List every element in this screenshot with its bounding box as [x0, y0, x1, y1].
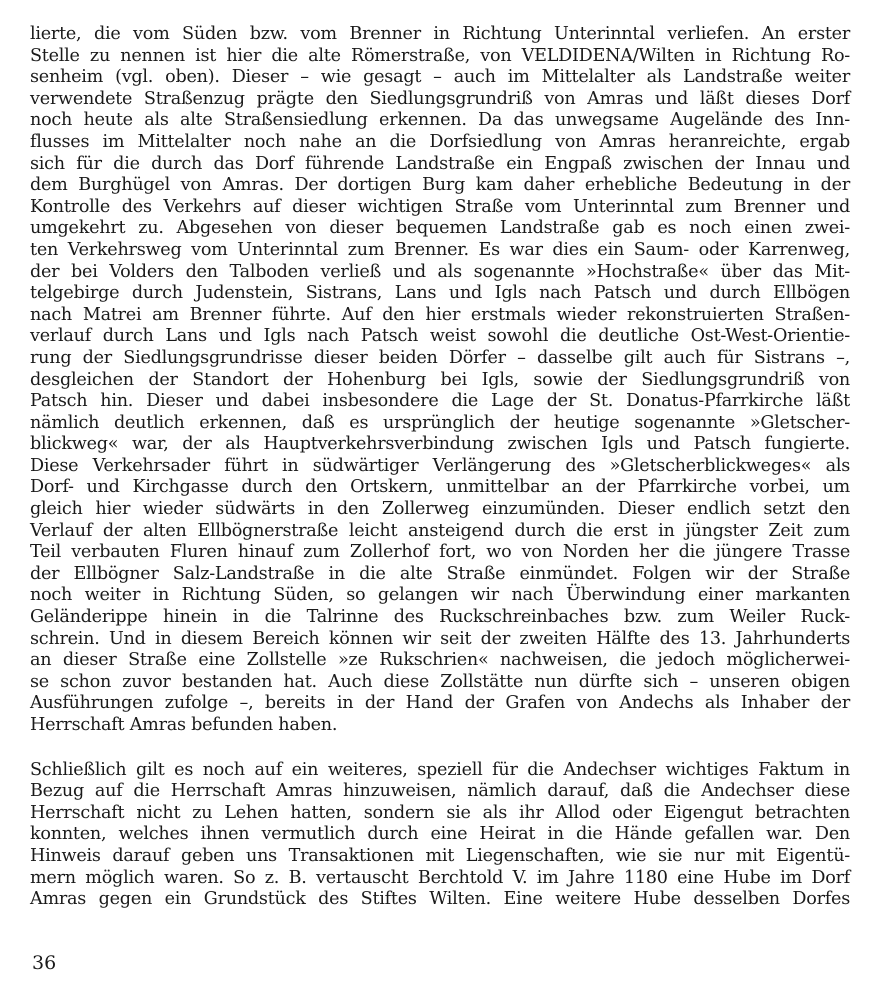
text-line: Herrschaft Amras befunden haben. [30, 715, 338, 735]
text-line: noch weiter in Richtung Süden, so gelangen wir nach Überwindung einer markanten [30, 585, 850, 606]
text-line: noch heute als alte Straßensiedlung erkennen. Da das unwegsame Augelände des Inn- [30, 110, 850, 131]
text-line: blickweg« war, der als Hauptverkehrsverbindung zwischen Igls und Patsch fungierte. [30, 434, 850, 455]
text-line: sich für die durch das Dorf führende Landstraße ein Engpaß zwischen der Innau und [30, 153, 850, 174]
text-line: gleich hier wieder südwärts in den Zollerweg einzumünden. Dieser endlich setzt den [30, 499, 850, 520]
text-line: senheim (vgl. oben). Dieser – wie gesagt – auch im Mittelalter als Landstraße weiter [30, 67, 850, 88]
text-line: Hinweis darauf geben uns Transaktionen mit Liegenschaften, wie sie nur mit Eigentü- [30, 845, 850, 866]
text-line: Stelle zu nennen ist hier die alte Römerstraße, von VELDIDENA/Wilten in Richtung Ro- [30, 45, 850, 66]
text-line: mern möglich waren. So z. B. vertauscht Berchtold V. im Jahre 1180 eine Hube im Dorf [30, 867, 850, 888]
paragraph-1 [30, 24, 850, 737]
text-line: Patsch hin. Dieser und dabei insbesondere die Lage der St. Donatus-Pfarrkirche läßt [30, 391, 850, 412]
text-line: Kontrolle des Verkehrs auf dieser wichtigen Straße vom Unterinntal zum Brenner und [30, 196, 850, 217]
text-line: ten Verkehrsweg vom Unterinntal zum Brenner. Es war dies ein Saum- oder Karrenweg, [30, 239, 850, 260]
text-line: Verlauf der alten Ellbögnerstraße leicht ansteigend durch die erst in jüngster Zeit zum [30, 520, 850, 541]
text-line: rung der Siedlungsgrundrisse dieser beiden Dörfer – dasselbe gilt auch für Sistrans –, [30, 347, 850, 368]
text-line: Teil verbauten Fluren hinauf zum Zollerhof fort, wo von Norden her die jüngere Trasse [30, 542, 850, 563]
text-line: Amras gegen ein Grundstück des Stiftes Wilten. Eine weitere Hube desselben Dorfes [30, 889, 850, 910]
text-line: der bei Volders den Talboden verließ und als sogenannte »Hochstraße« über das Mit- [30, 261, 850, 282]
text-line: umgekehrt zu. Abgesehen von dieser bequemen Landstraße gab es noch einen zwei- [30, 218, 850, 239]
text-line: Diese Verkehrsader führt in südwärtiger Verlängerung des »Gletscherblickweges« als [30, 455, 850, 476]
text-line: Bezug auf die Herrschaft Amras hinzuweisen, nämlich darauf, daß die Andechser diese [30, 781, 850, 802]
text-line: nach Matrei am Brenner führte. Auf den hier erstmals wieder rekonstruierten Straßen- [30, 304, 850, 325]
text-line: konnten, welches ihnen vermutlich durch eine Heirat in die Hände gefallen war. Den [30, 824, 850, 845]
text-line: desgleichen der Standort der Hohenburg bei Igls, sowie der Siedlungsgrundriß von [30, 369, 850, 390]
text-line: Schließlich gilt es noch auf ein weiteres, speziell für die Andechser wichtiges Faktum in [30, 759, 850, 780]
page-body [30, 24, 850, 911]
text-line: an dieser Straße eine Zollstelle »ze Rukschrien« nachweisen, die jedoch möglicherwei- [30, 650, 850, 671]
text-line: schrein. Und in diesem Bereich können wir seit der zweiten Hälfte des 13. Jahrhunderts [30, 628, 850, 649]
text-line: verlauf durch Lans und Igls nach Patsch weist sowohl die deutliche Ost-West-Orientie- [30, 326, 850, 347]
text-line: Ausführungen zufolge –, bereits in der Hand der Grafen von Andechs als Inhaber der [30, 693, 850, 714]
text-line: dem Burghügel von Amras. Der dortigen Burg kam daher erhebliche Bedeutung in der [30, 175, 850, 196]
page-number: 36 [32, 952, 57, 974]
text-line: se schon zuvor bestanden hat. Auch diese Zollstätte nun dürfte sich – unseren obigen [30, 671, 850, 692]
paragraph-2 [30, 760, 850, 911]
text-line: Dorf- und Kirchgasse durch den Ortskern, unmittelbar an der Pfarrkirche vorbei, um [30, 477, 850, 498]
text-line: nämlich deutlich erkennen, daß es ursprünglich der heutige sogenannte »Gletscher- [30, 412, 850, 433]
text-line: lierte, die vom Süden bzw. vom Brenner in Richtung Unterinntal verliefen. An erster [30, 24, 850, 44]
paragraph-spacer [30, 737, 850, 760]
text-line: flusses im Mittelalter noch nahe an die Dorfsiedlung von Amras heranreichte, ergab [30, 131, 850, 152]
text-line: Herrschaft nicht zu Lehen hatten, sondern sie als ihr Allod oder Eigengut betrachten [30, 802, 850, 823]
text-line: telgebirge durch Judenstein, Sistrans, Lans und Igls nach Patsch und durch Ellbögen [30, 283, 850, 304]
text-line: verwendete Straßenzug prägte den Siedlungsgrundriß von Amras und läßt dieses Dorf [30, 88, 850, 109]
text-line: der Ellbögner Salz-Landstraße in die alte Straße einmündet. Folgen wir der Straße [30, 563, 850, 584]
text-line: Geländerippe hinein in die Talrinne des Ruckschreinbaches bzw. zum Weiler Ruck- [30, 607, 850, 628]
